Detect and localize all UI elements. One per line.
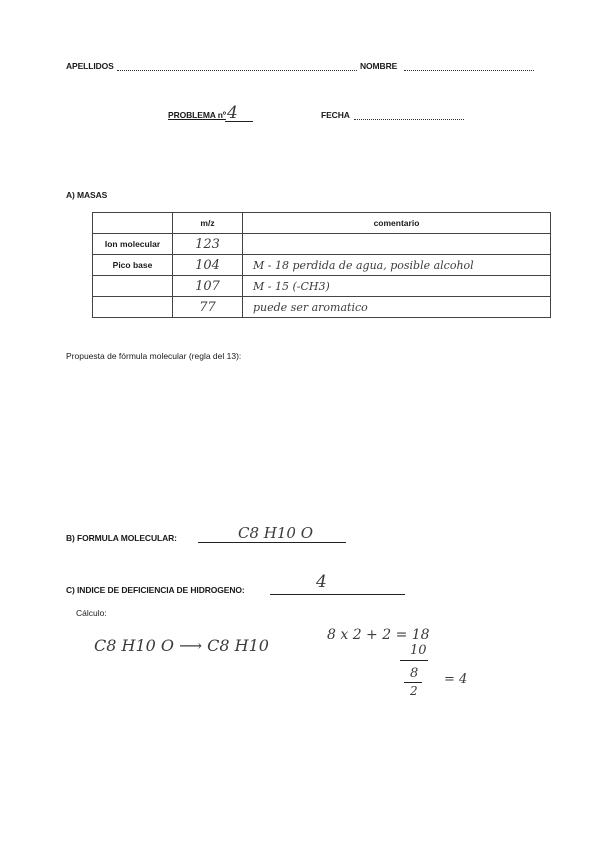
section-b-title: B) FORMULA MOLECULAR: [66, 533, 177, 543]
table-row [93, 255, 551, 276]
calc-line-1[interactable]: 8 x 2 + 2 = 18 [327, 627, 430, 643]
formula-proposal-label: Propuesta de fórmula molecular (regla del 13): [66, 351, 242, 361]
nombre-field[interactable] [404, 70, 534, 71]
section-c-title: C) INDICE DE DEFICIENCIA DE HIDROGENO: [66, 585, 245, 595]
section-a-title: A) MASAS [66, 190, 108, 200]
comment-value[interactable]: M - 15 (-CH3) [243, 276, 551, 297]
nombre-label: NOMBRE [360, 61, 398, 71]
table-header-row [93, 213, 551, 234]
comment-value[interactable]: puede ser aromatico [243, 297, 551, 318]
calc-fraction-denominator[interactable]: 2 [410, 684, 418, 698]
problema-value[interactable]: 4 [227, 103, 238, 123]
formula-underline [198, 542, 346, 543]
mz-value[interactable]: 107 [173, 276, 243, 297]
masas-table [92, 212, 551, 318]
idh-value[interactable]: 4 [316, 572, 327, 592]
row-label [93, 297, 173, 318]
idh-underline [270, 594, 405, 595]
apellidos-label: APELLIDOS [66, 61, 114, 71]
row-label: Pico base [93, 255, 173, 276]
mz-value[interactable]: 77 [173, 297, 243, 318]
formula-value[interactable]: C8 H10 O [238, 524, 314, 542]
row-label [93, 276, 173, 297]
table-row [93, 234, 551, 255]
table-header-mz: m/z [173, 213, 243, 234]
row-label: Ion molecular [93, 234, 173, 255]
comment-value[interactable] [243, 234, 551, 255]
calc-subtraction-line [400, 660, 428, 661]
calculo-label: Cálculo: [76, 608, 107, 618]
mz-value[interactable]: 104 [173, 255, 243, 276]
calc-reaction[interactable]: C8 H10 O ⟶ C8 H10 [94, 636, 269, 655]
calc-fraction-bar [404, 682, 422, 683]
calc-result[interactable]: = 4 [444, 672, 468, 687]
apellidos-field[interactable] [117, 70, 357, 71]
calc-fraction-numerator[interactable]: 8 [410, 666, 419, 681]
table-row [93, 297, 551, 318]
formula-proposal-area[interactable] [66, 366, 534, 516]
mz-value[interactable]: 123 [173, 234, 243, 255]
calc-line-2[interactable]: 10 [410, 643, 427, 658]
comment-value[interactable]: M - 18 perdida de agua, posible alcohol [243, 255, 551, 276]
problema-label: PROBLEMA nº [168, 110, 226, 120]
table-row [93, 276, 551, 297]
table-header-comentario: comentario [243, 213, 551, 234]
fecha-field[interactable] [354, 119, 464, 120]
table-header-empty [93, 213, 173, 234]
problema-underline [225, 121, 253, 122]
fecha-label: FECHA [321, 110, 350, 120]
